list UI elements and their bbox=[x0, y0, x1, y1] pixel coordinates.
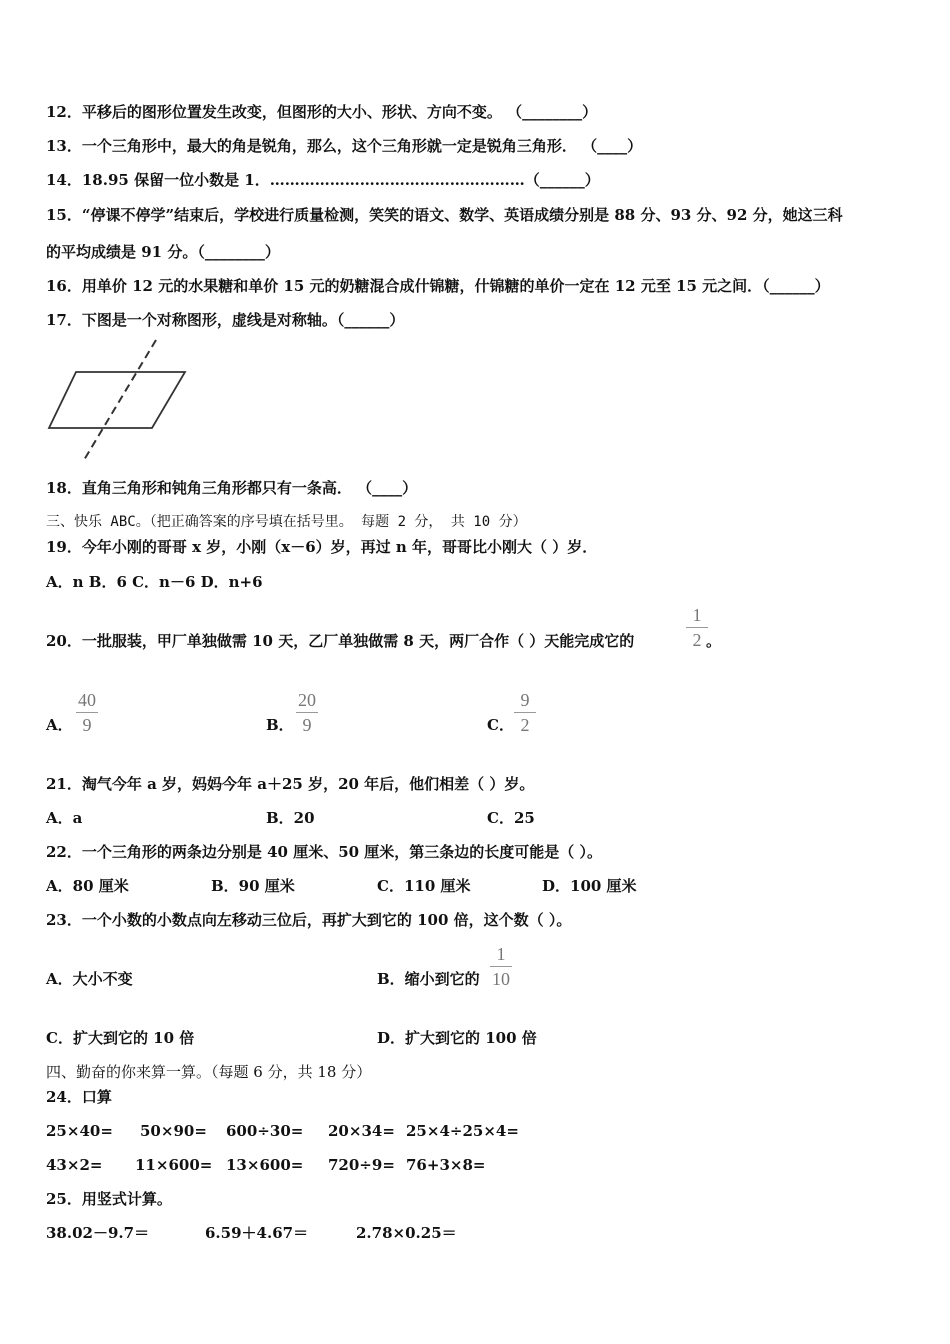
mental-math-item: 50×90= bbox=[140, 1122, 207, 1140]
fraction-denominator: 2 bbox=[520, 715, 530, 735]
fraction-denominator: 9 bbox=[82, 715, 92, 735]
q20-option-b-fraction bbox=[294, 690, 320, 735]
q21-option-c: C．25 bbox=[487, 809, 535, 827]
q22-option-d: D．100 厘米 bbox=[542, 877, 637, 895]
question-20-text: 20．一批服装，甲厂单独做需 10 天，乙厂单独做需 8 天，两厂合作（ ）天能完成它的 bbox=[46, 632, 635, 650]
fraction-numerator: 1 bbox=[692, 605, 702, 625]
q22-option-a: A．80 厘米 bbox=[46, 877, 129, 895]
question-23: 23．一个小数的小数点向左移动三位后，再扩大到它的 100 倍，这个数（ ）。 bbox=[46, 911, 572, 929]
vertical-calc-item: 6.59＋4.67＝ bbox=[205, 1224, 309, 1242]
parallelogram-shape bbox=[49, 372, 185, 428]
q20-option-c-label: C． bbox=[487, 716, 514, 734]
question-12: 12．平移后的图形位置发生改变，但图形的大小、形状、方向不变。 （________） bbox=[46, 103, 598, 121]
q23-option-a: A．大小不变 bbox=[46, 970, 133, 988]
q20-option-a-fraction bbox=[74, 690, 100, 735]
q21-option-a: A．a bbox=[46, 809, 83, 827]
question-24: 24．口算 bbox=[46, 1088, 112, 1106]
q20-option-b-label: B． bbox=[266, 716, 294, 734]
q23-option-b-fraction bbox=[488, 944, 514, 989]
fraction-numerator: 9 bbox=[520, 690, 530, 710]
section-3-title: 三、快乐 ABC。（把正确答案的序号填在括号里。 每题 2 分， 共 10 分） bbox=[46, 514, 527, 530]
q23-option-c: C．扩大到它的 10 倍 bbox=[46, 1029, 195, 1047]
question-16: 16．用单价 12 元的水果糖和单价 15 元的奶糖混合成什锦糖，什锦糖的单价一定在 12 元至 15 元之间．（______） bbox=[46, 277, 830, 295]
mental-math-item: 13×600= bbox=[226, 1156, 304, 1174]
question-19: 19．今年小刚的哥哥 x 岁，小刚（x－6）岁，再过 n 年，哥哥比小刚大（ ）岁． bbox=[46, 538, 598, 556]
mental-math-item: 20×34= bbox=[328, 1122, 395, 1140]
fraction-denominator: 10 bbox=[492, 969, 510, 989]
vertical-calc-item: 38.02－9.7＝ bbox=[46, 1224, 150, 1242]
fraction-numerator: 20 bbox=[298, 690, 316, 710]
vertical-calc-item: 2.78×0.25＝ bbox=[356, 1224, 457, 1242]
mental-math-item: 43×2= bbox=[46, 1156, 103, 1174]
q23-option-d: D．扩大到它的 100 倍 bbox=[377, 1029, 537, 1047]
parallelogram-figure bbox=[44, 338, 194, 464]
mental-math-item: 76+3×8= bbox=[406, 1156, 486, 1174]
q20-option-a-label: A． bbox=[46, 716, 73, 734]
fraction-numerator: 1 bbox=[496, 944, 506, 964]
question-13: 13．一个三角形中，最大的角是锐角，那么，这个三角形就一定是锐角三角形． （____） bbox=[46, 137, 643, 155]
q20-option-c-fraction bbox=[512, 690, 538, 735]
mental-math-item: 11×600= bbox=[135, 1156, 213, 1174]
question-17: 17．下图是一个对称图形，虚线是对称轴。（______） bbox=[46, 311, 405, 329]
fraction-numerator: 40 bbox=[78, 690, 96, 710]
question-14: 14．18.95 保留一位小数是 1．……………………………………………（______） bbox=[46, 171, 600, 189]
question-25: 25．用竖式计算。 bbox=[46, 1190, 172, 1208]
fraction-denominator: 2 bbox=[692, 630, 702, 650]
question-15-line2: 的平均成绩是 91 分。（________） bbox=[46, 243, 280, 261]
section-4-title: 四、勤奋的你来算一算。（每题 6 分，共 18 分） bbox=[46, 1063, 372, 1081]
q22-option-b: B．90 厘米 bbox=[211, 877, 295, 895]
mental-math-item: 720÷9= bbox=[328, 1156, 395, 1174]
q23-option-b: B．缩小到它的 bbox=[377, 970, 480, 988]
question-20-tail: 。 bbox=[706, 632, 722, 650]
question-21: 21．淘气今年 a 岁，妈妈今年 a＋25 岁，20 年后，他们相差（ ）岁。 bbox=[46, 775, 535, 793]
question-20 bbox=[46, 631, 634, 651]
question-15-line1: 15．“停课不停学”结束后，学校进行质量检测，笑笑的语文、数学、英语成绩分别是 88 分、93 分、92 分，她这三科 bbox=[46, 206, 843, 224]
question-18: 18．直角三角形和钝角三角形都只有一条高． （____） bbox=[46, 479, 418, 497]
mental-math-item: 600÷30= bbox=[226, 1122, 304, 1140]
question-19-options: A．n B．6 C．n－6 D．n+6 bbox=[46, 573, 263, 591]
q22-option-c: C．110 厘米 bbox=[377, 877, 471, 895]
mental-math-item: 25×40= bbox=[46, 1122, 113, 1140]
symmetry-axis-dashed bbox=[84, 340, 156, 460]
mental-math-item: 25×4÷25×4= bbox=[406, 1122, 519, 1140]
question-22: 22．一个三角形的两条边分别是 40 厘米、50 厘米，第三条边的长度可能是（ ）。 bbox=[46, 843, 603, 861]
fraction-denominator: 9 bbox=[302, 715, 312, 735]
q21-option-b: B．20 bbox=[266, 809, 315, 827]
